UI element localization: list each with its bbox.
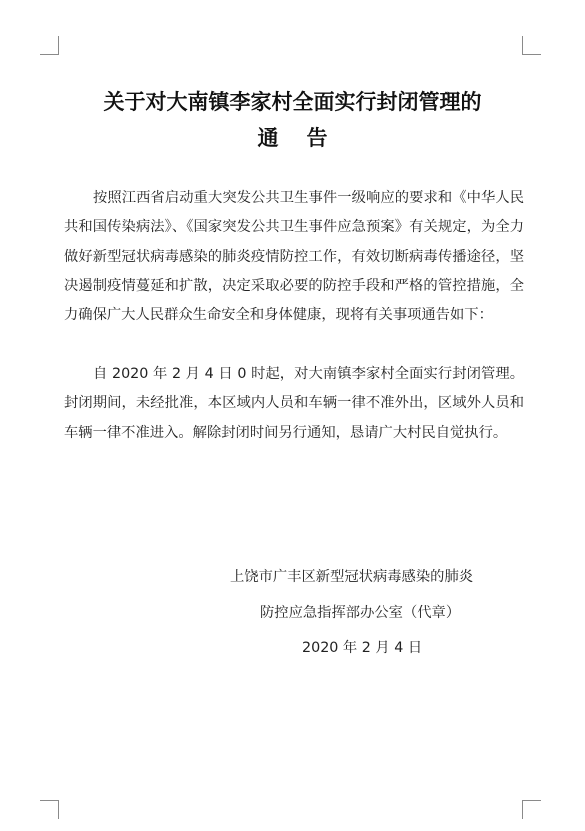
crop-mark-top-right [522, 36, 541, 55]
signature-date: 2020 年 2 月 4 日 [302, 640, 423, 656]
body-paragraph-2: 自 2020 年 2 月 4 日 0 时起，对大南镇李家村全面实行封闭管理。封闭期间，未经批准，本区域内人员和车辆一律不准外出，区域外人员和车辆一律不准进入。解除封闭时间另行通知，恳请广大村民自觉执行。 [64, 366, 524, 441]
signature-issuer-line-1: 上饶市广丰区新型冠状病毒感染的肺炎 [230, 569, 474, 585]
document-title: 关于对大南镇李家村全面实行封闭管理的 [103, 89, 482, 114]
crop-mark-bottom-right [522, 800, 541, 819]
signature-issuer-line-2: 防控应急指挥部办公室（代章） [260, 605, 461, 621]
document-title-notice: 通告 [257, 125, 356, 150]
crop-mark-top-left [40, 36, 59, 55]
body-paragraph-1: 按照江西省启动重大突发公共卫生事件一级响应的要求和《中华人民共和国传染病法》、《国家突发公共卫生事件应急预案》有关规定，为全力做好新型冠状病毒感染的肺炎疫情防控工作，有效切断病毒传播途径，坚决遏制疫情蔓延和扩散，决定采取必要的防控手段和严格的管控措施，全力确保广大人民群众生命安全和身体健康，现将有关事项通告如下： [64, 190, 524, 324]
crop-mark-bottom-left [40, 800, 59, 819]
